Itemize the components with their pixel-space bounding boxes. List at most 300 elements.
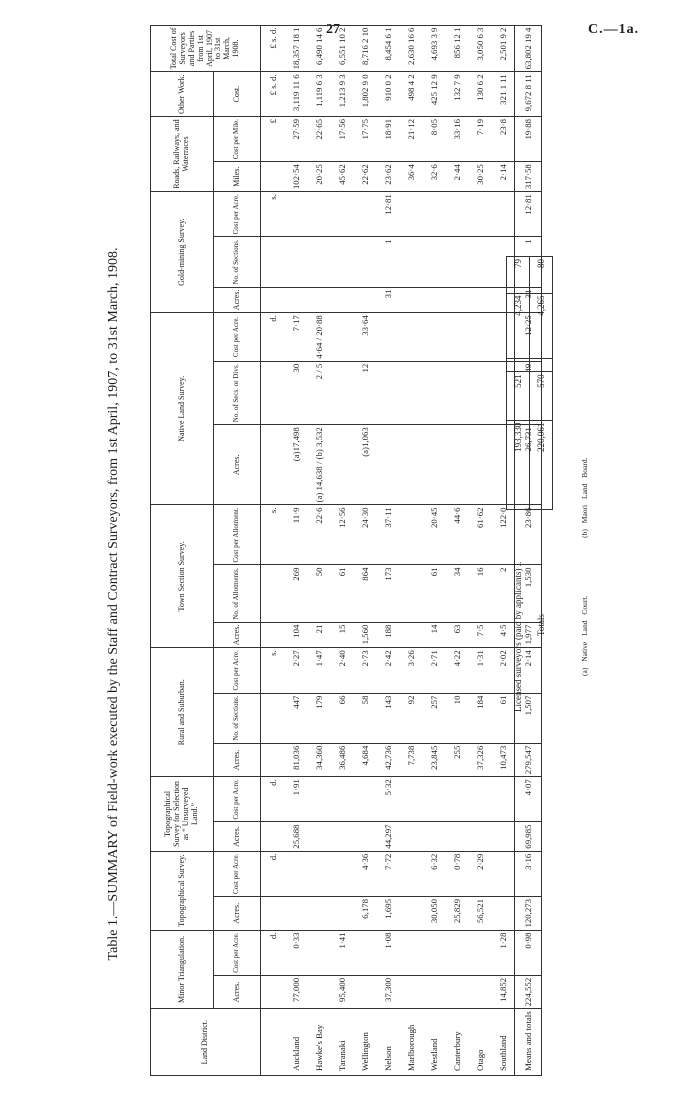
cell-gm-acres xyxy=(284,287,307,313)
cell-ts-cost: 12·56 xyxy=(330,505,353,565)
cell-ow-cost: 1,802 9 0 xyxy=(353,72,376,117)
cell-ts-acres: 188 xyxy=(376,622,399,648)
cell-ts-cost: 11·9 xyxy=(284,505,307,565)
cell-gm-cost: 12·81 xyxy=(515,192,542,237)
cell-district: Taranaki xyxy=(330,1009,353,1076)
cell-ts-cost: 61·62 xyxy=(468,505,491,565)
cell-mt-acres xyxy=(422,975,445,1009)
cell-gm-secs xyxy=(284,237,307,287)
cell-mt-cost: 0·33 xyxy=(284,930,307,975)
cell-mt-acres xyxy=(399,975,422,1009)
cell-ts-allot: 864 xyxy=(353,565,376,622)
cell-mt-cost xyxy=(468,930,491,975)
cell-rd-cost: 8·05 xyxy=(422,117,445,162)
cell-district: Otago xyxy=(468,1009,491,1076)
unit-label: £ s. d. xyxy=(261,25,285,72)
unit-label: £ s. d. xyxy=(261,72,285,117)
cell-tp-cost: 2·29 xyxy=(468,851,491,896)
cell-ru-secs: 257 xyxy=(422,693,445,743)
cell-mt-cost: 1·08 xyxy=(376,930,399,975)
unit-label: s. xyxy=(261,505,285,565)
cell-ow-cost: 9,672 8 11 xyxy=(515,72,542,117)
cell-tp-acres xyxy=(399,896,422,930)
cell-nl-divs xyxy=(376,361,399,425)
cell-rd-miles: 2·14 xyxy=(491,162,515,192)
table-row xyxy=(445,25,468,1075)
cell-district: Means and totals xyxy=(515,1009,542,1076)
cell-mt-cost: 0·98 xyxy=(515,930,542,975)
cell-nl-acres xyxy=(445,425,468,505)
cell-tu-cost xyxy=(422,777,445,822)
cell-gm-cost xyxy=(445,192,468,237)
cell-rd-miles: 2·44 xyxy=(445,162,468,192)
cell-ru-cost: 2·14 xyxy=(515,648,542,693)
cell-tp-acres: 56,521 xyxy=(468,896,491,930)
cell-rd-cost: 23·8 xyxy=(491,117,515,162)
cell-tp-acres: 6,178 xyxy=(353,896,376,930)
cell-mt-cost xyxy=(399,930,422,975)
licensed-label: Licensed surveyors (paid by applicants) .. xyxy=(513,561,523,712)
cell-total: 6,490 14 6 xyxy=(307,25,330,72)
subheader-acres: Acres. xyxy=(214,896,261,930)
cell-tp-cost: 6·32 xyxy=(422,851,445,896)
cell-total: 2,501 9 2 xyxy=(491,25,515,72)
cell-gm-acres: 31 xyxy=(376,287,399,313)
unit-label: s. xyxy=(261,192,285,237)
table-title: Table 1.—SUMMARY of Field-work executed by the Staff and Contract Surveyors, from 1st April, 1907, to 31st March, 1908. xyxy=(106,247,121,961)
cell-ru-cost: 3·26 xyxy=(399,648,422,693)
licensed-gm-acres: 4,234 xyxy=(507,293,530,359)
cell-nl-divs xyxy=(399,361,422,425)
cell-nl-acres: (a) 14,638 / (b) 3,532 xyxy=(307,425,330,505)
cell-district: Marlborough xyxy=(399,1009,422,1076)
cell-ru-secs: 10 xyxy=(445,693,468,743)
cell-tp-acres xyxy=(307,896,330,930)
subheader-acres: Acres. xyxy=(214,287,261,313)
page-number: 27 xyxy=(326,22,340,37)
cell-gm-acres xyxy=(353,287,376,313)
cell-ts-cost: 22·6 xyxy=(307,505,330,565)
footnotes xyxy=(580,405,589,676)
cell-ts-allot: 173 xyxy=(376,565,399,622)
cell-gm-cost xyxy=(468,192,491,237)
cell-district: Hawke's Bay xyxy=(307,1009,330,1076)
cell-rd-cost: 21·12 xyxy=(399,117,422,162)
cell-total: 8,716 2 10 xyxy=(353,25,376,72)
subheader-cost-per-acre: Cost per Acre. xyxy=(214,851,261,896)
table-row xyxy=(353,25,376,1075)
cell-ru-cost: 1·47 xyxy=(307,648,330,693)
table-row xyxy=(399,25,422,1075)
header-gold-mining: Gold-mining Survey. xyxy=(151,192,214,313)
cell-nl-acres xyxy=(399,425,422,505)
cell-gm-cost: 12·81 xyxy=(376,192,399,237)
cell-nl-acres xyxy=(422,425,445,505)
cell-tu-cost: 1·91 xyxy=(284,777,307,822)
bottom-totals-gm-secs: 80 xyxy=(530,257,553,294)
header-minor-triangulation: Minor Triangulation. xyxy=(151,930,214,1009)
cell-tp-acres: 1,695 xyxy=(376,896,399,930)
subheader-cost-per-mile: Cost per Mile. xyxy=(214,117,261,162)
cell-ru-cost: 2·02 xyxy=(491,648,515,693)
cell-gm-secs: 1 xyxy=(376,237,399,287)
cell-nl-divs xyxy=(445,361,468,425)
cell-mt-cost xyxy=(445,930,468,975)
cell-ru-acres: 255 xyxy=(445,743,468,777)
cell-ru-acres: 37,326 xyxy=(468,743,491,777)
cell-ru-secs: 184 xyxy=(468,693,491,743)
cell-nl-divs xyxy=(468,361,491,425)
cell-tu-cost xyxy=(353,777,376,822)
cell-tu-cost xyxy=(468,777,491,822)
cell-total: 6,551 10 2 xyxy=(330,25,353,72)
subheader-cost: Cost. xyxy=(214,72,261,117)
subheader-acres: Acres. xyxy=(214,743,261,777)
bottom-totals-acres: 220,061 xyxy=(530,420,553,509)
cell-tp-cost xyxy=(491,851,515,896)
cell-tp-acres xyxy=(491,896,515,930)
cell-tp-acres: 120,273 xyxy=(515,896,542,930)
cell-mt-cost xyxy=(307,930,330,975)
cell-ts-allot: 269 xyxy=(284,565,307,622)
cell-nl-cost: 4·64 / 20·88 xyxy=(307,313,330,362)
cell-rd-cost: 27·59 xyxy=(284,117,307,162)
cell-nl-cost: 12·25 xyxy=(515,313,542,362)
header-total-cost: Total Cost of Surveyors and Parties from 1st April, 1907 to 31st March, 1908. xyxy=(151,25,261,72)
cell-gm-cost xyxy=(353,192,376,237)
cell-ru-cost: 2·40 xyxy=(330,648,353,693)
cell-nl-divs xyxy=(330,361,353,425)
cell-rd-miles: 23·62 xyxy=(376,162,399,192)
cell-nl-cost xyxy=(399,313,422,362)
cell-rd-cost: 33·16 xyxy=(445,117,468,162)
cell-total: 2,630 16 6 xyxy=(399,25,422,72)
cell-gm-secs xyxy=(422,237,445,287)
cell-ts-acres xyxy=(399,622,422,648)
cell-ow-cost: 425 12 9 xyxy=(422,72,445,117)
cell-nl-divs: 12 xyxy=(353,361,376,425)
cell-tu-cost: 5·32 xyxy=(376,777,399,822)
cell-mt-cost: 1·41 xyxy=(330,930,353,975)
cell-mt-acres xyxy=(307,975,330,1009)
cell-tp-cost: 3·16 xyxy=(515,851,542,896)
cell-mt-cost xyxy=(422,930,445,975)
cell-tu-acres xyxy=(330,822,353,851)
cell-ts-cost xyxy=(399,505,422,565)
cell-ts-allot: 50 xyxy=(307,565,330,622)
cell-ru-acres: 23,845 xyxy=(422,743,445,777)
cell-tu-acres xyxy=(445,822,468,851)
cell-ow-cost: 910 0 2 xyxy=(376,72,399,117)
cell-nl-cost xyxy=(376,313,399,362)
cell-tp-cost xyxy=(307,851,330,896)
cell-rd-cost: 19·88 xyxy=(515,117,542,162)
cell-tu-acres: 25,688 xyxy=(284,822,307,851)
table-row xyxy=(422,25,445,1075)
cell-ts-cost: 23·86 xyxy=(515,505,542,565)
cell-ts-acres: 104 xyxy=(284,622,307,648)
cell-mt-cost xyxy=(353,930,376,975)
cell-ts-acres: 63 xyxy=(445,622,468,648)
cell-ru-secs: 447 xyxy=(284,693,307,743)
cell-rd-miles: 30·25 xyxy=(468,162,491,192)
bottom-totals-divs: 570 xyxy=(530,372,553,420)
cell-gm-secs xyxy=(445,237,468,287)
cell-gm-secs xyxy=(307,237,330,287)
cell-total: 4,693 3 9 xyxy=(422,25,445,72)
cell-ts-acres: 15 xyxy=(330,622,353,648)
cell-ts-allot xyxy=(399,565,422,622)
cell-mt-acres xyxy=(445,975,468,1009)
cell-gm-secs xyxy=(353,237,376,287)
cell-gm-acres xyxy=(468,287,491,313)
subheader-no-sections: No. of Sections. xyxy=(214,693,261,743)
subheader-cost-per-acre: Cost per Acre. xyxy=(214,648,261,693)
subheader-cost-per-acre: Cost per Acre. xyxy=(214,930,261,975)
cell-ow-cost: 132 7 9 xyxy=(445,72,468,117)
cell-tp-cost: 0·78 xyxy=(445,851,468,896)
subheader-acres: Acres. xyxy=(214,975,261,1009)
cell-rd-cost: 7·19 xyxy=(468,117,491,162)
cell-ru-acres: 34,360 xyxy=(307,743,330,777)
licensed-gm-secs: 79 xyxy=(507,257,530,294)
subheader-cost-per-allotment: Cost per Allotment. xyxy=(214,505,261,565)
cell-tu-cost xyxy=(307,777,330,822)
bottom-totals-gm-acres: 4,265 xyxy=(530,293,553,359)
cell-tu-acres xyxy=(491,822,515,851)
cell-nl-divs: 49 xyxy=(515,361,542,425)
cell-gm-acres xyxy=(445,287,468,313)
cell-tu-acres xyxy=(399,822,422,851)
cell-tu-acres xyxy=(307,822,330,851)
table-row xyxy=(468,25,491,1075)
cell-ts-allot: 61 xyxy=(422,565,445,622)
cell-ru-cost: 2·71 xyxy=(422,648,445,693)
cell-rd-miles: 22·62 xyxy=(353,162,376,192)
unit-label: £ xyxy=(261,117,285,162)
cell-nl-acres xyxy=(330,425,353,505)
cell-ts-acres: 1,560 xyxy=(353,622,376,648)
cell-nl-acres xyxy=(468,425,491,505)
cell-tp-acres xyxy=(284,896,307,930)
cell-rd-miles: 317·58 xyxy=(515,162,542,192)
cell-ts-allot: 16 xyxy=(468,565,491,622)
cell-ts-acres: 1,977 xyxy=(515,622,542,648)
cell-gm-cost xyxy=(491,192,515,237)
cell-mt-acres xyxy=(468,975,491,1009)
footnote-a: (a) Native Land Court. xyxy=(580,595,589,676)
table-row xyxy=(307,25,330,1075)
cell-gm-secs xyxy=(330,237,353,287)
cell-district: Wellington xyxy=(353,1009,376,1076)
cell-ru-cost: 1·31 xyxy=(468,648,491,693)
cell-district: Southland xyxy=(491,1009,515,1076)
header-native-land: Native Land Survey. xyxy=(151,313,214,505)
cell-mt-cost: 1·28 xyxy=(491,930,515,975)
cell-ru-acres: 81,036 xyxy=(284,743,307,777)
cell-ru-acres: 279,547 xyxy=(515,743,542,777)
cell-ts-allot: 34 xyxy=(445,565,468,622)
cell-tp-acres: 30,050 xyxy=(422,896,445,930)
cell-mt-acres: 95,400 xyxy=(330,975,353,1009)
cell-tu-acres xyxy=(422,822,445,851)
cell-ow-cost: 130 6 2 xyxy=(468,72,491,117)
cell-rd-cost: 17·56 xyxy=(330,117,353,162)
cell-ts-acres: 14 xyxy=(422,622,445,648)
cell-rd-miles: 102·54 xyxy=(284,162,307,192)
cell-gm-cost xyxy=(422,192,445,237)
cell-ru-cost: 2·42 xyxy=(376,648,399,693)
cell-ts-cost: 37·11 xyxy=(376,505,399,565)
cell-ru-cost: 2·27 xyxy=(284,648,307,693)
cell-total: 18,357 18 1 xyxy=(284,25,307,72)
cell-nl-cost xyxy=(422,313,445,362)
cell-ts-allot: 2 xyxy=(491,565,515,622)
cell-ow-cost: 1,213 9 3 xyxy=(330,72,353,117)
cell-ts-acres: 4·5 xyxy=(491,622,515,648)
cell-ru-acres: 7,738 xyxy=(399,743,422,777)
cell-ru-cost: 2·73 xyxy=(353,648,376,693)
cell-rd-cost: 18·91 xyxy=(376,117,399,162)
cell-nl-acres: 26,731 xyxy=(515,425,542,505)
cell-ru-acres: 42,736 xyxy=(376,743,399,777)
cell-tu-cost xyxy=(330,777,353,822)
cell-tu-acres xyxy=(468,822,491,851)
cell-ru-secs: 61 xyxy=(491,693,515,743)
subheader-cost-per-acre: Cost per Acre. xyxy=(214,777,261,822)
cell-nl-cost: 33·64 xyxy=(353,313,376,362)
subheader-miles: Miles. xyxy=(214,162,261,192)
cell-ow-cost: 321 1 11 xyxy=(491,72,515,117)
unit-label: d. xyxy=(261,930,285,975)
cell-gm-acres xyxy=(330,287,353,313)
cell-mt-acres: 77,000 xyxy=(284,975,307,1009)
licensed-acres: 193,330 xyxy=(507,420,530,509)
unit-label: d. xyxy=(261,851,285,896)
cell-gm-cost xyxy=(284,192,307,237)
cell-mt-acres xyxy=(353,975,376,1009)
cell-ts-cost: 122·0 xyxy=(491,505,515,565)
footnote-b: (b) Maori Land Board. xyxy=(580,457,589,538)
cell-ts-cost: 24·30 xyxy=(353,505,376,565)
cell-ts-acres: 7·5 xyxy=(468,622,491,648)
cell-rd-miles: 36·4 xyxy=(399,162,422,192)
cell-tu-acres: 44,297 xyxy=(376,822,399,851)
subheader-cost-per-acre: Cost per Acre. xyxy=(214,192,261,237)
subheader-cost-per-acre: Cost per Acre. xyxy=(214,313,261,362)
cell-tp-cost xyxy=(284,851,307,896)
cell-ru-acres: 36,486 xyxy=(330,743,353,777)
cell-tp-acres: 25,829 xyxy=(445,896,468,930)
table-row xyxy=(330,25,353,1075)
cell-tp-acres xyxy=(330,896,353,930)
cell-nl-divs xyxy=(422,361,445,425)
cell-tp-cost xyxy=(330,851,353,896)
cell-gm-acres xyxy=(307,287,330,313)
cell-ru-secs: 58 xyxy=(353,693,376,743)
cell-ow-cost: 498 4 2 xyxy=(399,72,422,117)
cell-tu-acres xyxy=(353,822,376,851)
cell-nl-cost xyxy=(330,313,353,362)
cell-rd-miles: 45·62 xyxy=(330,162,353,192)
cell-nl-cost: 7·17 xyxy=(284,313,307,362)
header-land-district: Land District. xyxy=(151,1009,261,1076)
cell-total: 63,802 19 4 xyxy=(515,25,542,72)
cell-district: Nelson xyxy=(376,1009,399,1076)
unit-label: d. xyxy=(261,777,285,822)
cell-mt-acres: 224,552 xyxy=(515,975,542,1009)
cell-tu-cost xyxy=(491,777,515,822)
cell-tu-acres: 69,985 xyxy=(515,822,542,851)
document-code: C.—1a. xyxy=(588,22,640,37)
cell-rd-cost: 17·75 xyxy=(353,117,376,162)
cell-tu-cost: 4·07 xyxy=(515,777,542,822)
cell-total: 856 12 1 xyxy=(445,25,468,72)
cell-ru-acres: 4,684 xyxy=(353,743,376,777)
header-rural-suburban: Rural and Suburban. xyxy=(151,648,214,777)
subheader-acres: Acres. xyxy=(214,822,261,851)
cell-ow-cost: 1,119 6 3 xyxy=(307,72,330,117)
cell-tp-cost: 4·36 xyxy=(353,851,376,896)
cell-ru-secs: 179 xyxy=(307,693,330,743)
cell-nl-divs: 30 xyxy=(284,361,307,425)
cell-nl-acres: (a)17,498 xyxy=(284,425,307,505)
cell-gm-cost xyxy=(399,192,422,237)
cell-rd-cost: 22·65 xyxy=(307,117,330,162)
cell-tp-cost xyxy=(399,851,422,896)
cell-nl-cost xyxy=(445,313,468,362)
cell-total: 3,050 6 3 xyxy=(468,25,491,72)
subheader-acres: Acres. xyxy=(214,425,261,505)
cell-rd-miles: 20·25 xyxy=(307,162,330,192)
cell-gm-cost xyxy=(330,192,353,237)
subheader-no-secs-divs: No. of Secs. or Divs. xyxy=(214,361,261,425)
subheader-acres: Acres. xyxy=(214,622,261,648)
subheader-no-sections: No. of Sections. xyxy=(214,237,261,287)
cell-district: Westland xyxy=(422,1009,445,1076)
cell-total: 8,454 6 1 xyxy=(376,25,399,72)
cell-tp-cost: 7·72 xyxy=(376,851,399,896)
header-topo-unsurveyed: Topographical Survey for Selection as “ Unsurveyed Land.” xyxy=(151,777,214,851)
cell-mt-acres: 14,852 xyxy=(491,975,515,1009)
table-body xyxy=(284,25,542,1075)
cell-gm-acres xyxy=(399,287,422,313)
cell-ru-secs: 92 xyxy=(399,693,422,743)
cell-district: Canterbury xyxy=(445,1009,468,1076)
cell-gm-secs xyxy=(399,237,422,287)
cell-nl-acres xyxy=(376,425,399,505)
unit-label: d. xyxy=(261,313,285,362)
header-roads: Roads, Railways, and Waterraces xyxy=(151,117,214,192)
subheader-no-allotments: No. of Allotments. xyxy=(214,565,261,622)
cell-mt-acres: 37,300 xyxy=(376,975,399,1009)
header-other-work: Other Work. xyxy=(151,72,214,117)
cell-ts-cost: 20·45 xyxy=(422,505,445,565)
summary-table xyxy=(150,25,542,1076)
table-row xyxy=(284,25,307,1075)
cell-ts-acres: 21 xyxy=(307,622,330,648)
cell-ru-secs: 1,507 xyxy=(515,693,542,743)
cell-tu-cost xyxy=(445,777,468,822)
cell-tu-cost xyxy=(399,777,422,822)
cell-gm-acres xyxy=(422,287,445,313)
cell-nl-cost xyxy=(468,313,491,362)
cell-nl-acres: (a)1,063 xyxy=(353,425,376,505)
cell-gm-acres: 31 xyxy=(515,287,542,313)
cell-gm-secs xyxy=(468,237,491,287)
bottom-summary xyxy=(506,256,553,716)
cell-ru-acres: 10,473 xyxy=(491,743,515,777)
